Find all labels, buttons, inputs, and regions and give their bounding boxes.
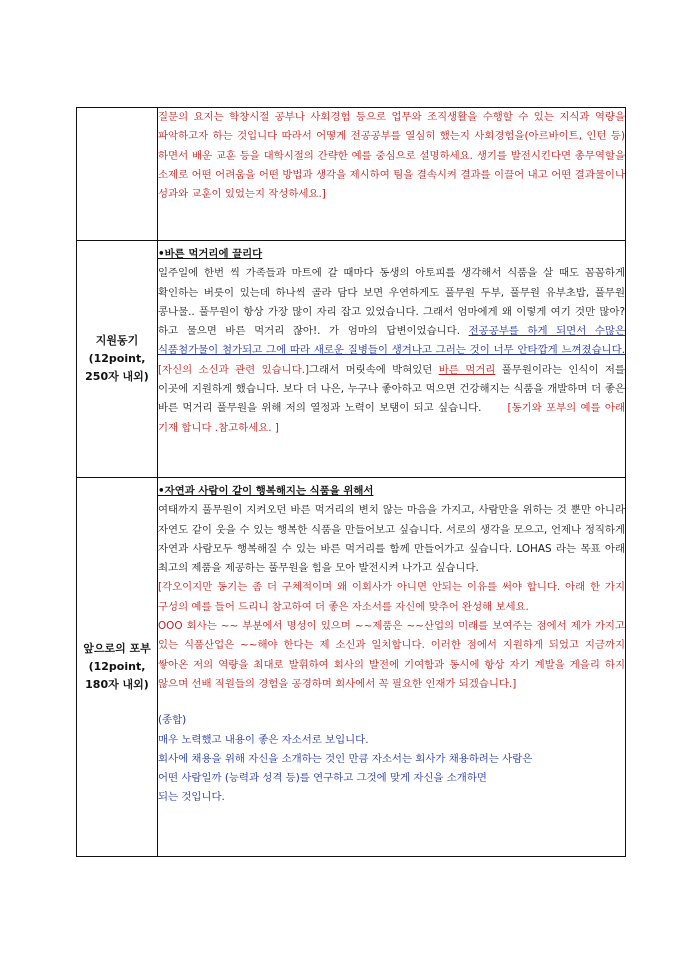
motivation-label-title: 지원동기 [95,334,139,347]
motivation-label-cell [77,241,158,478]
aspiration-row [77,478,626,857]
aspiration-content-cell [158,478,626,857]
motivation-label-point: (12point, [88,352,146,365]
essay-form-table [76,107,626,857]
summary-line-1: 매우 노력했고 내용이 좋은 자소서로 보입니다. [158,733,369,746]
aspiration-note-2: OOO 회사는 ~~ 부분에서 명성이 있으며 ~~제품은 ~~산업의 미래를 보여주는 점에서 제가 가지고 있는 식품산업은 ~~해야 한다는 제 소신과 일치합니다. 이러한 점에서 지원하게 되었고 지금까지 쌓아온 저의 역량을 최대로 발휘하여 회사의 발전에 기여함과 동시에 항상 자기 계발을 게을리 하지 않으며 선배 직원들의 경험을 공경하며 회사에서 꼭 필요한 인재가 되겠습니다.] [158,620,625,690]
motivation-note-1: [자신의 소신과 관련 있습니다.] [158,363,310,376]
aspiration-note-1: [각오이지만 동기는 좀 더 구체적이며 왜 이회사가 아니면 안되는 이유를 써야 합니다. 아래 한 가지 구성의 예를 들어 드리니 참고하여 더 좋은 자소서를 자신에 맞추어 완성해 보세요. [158,581,625,613]
summary-line-4: 되는 것입니다. [158,791,225,804]
motivation-row [77,241,626,478]
motivation-body [158,264,625,438]
aspiration-spacer [158,694,625,711]
guide-text: 질문의 요지는 학창시절 공부나 사회경험 등으로 업무와 조직생활을 수행할 수 있는 지식과 역량을 파악하고자 하는 것입니다 따라서 어떻게 전공공부를 열심히 했는지 사회경험을(아르바이트, 인턴 등) 하면서 배운 교훈 등을 대학시절의 간략한 예를 중심으로 설명하세요. 생기를 발전시킨다면 총무역할을 소제로 어떤 어려움을 어떤 방법과 생각을 제시하여 팀을 결속시켜 결과를 이끌어 내고 어떤 결과물이나 성과와 교훈이 있었는지 작성하세요.] [158,111,625,201]
summary-line-3: 어떤 사람일까 (능력과 성격 등)를 연구하고 그것에 맞게 자신을 소개하면 [158,772,487,785]
aspiration-body: 여태까지 풀무원이 지켜오던 바른 먹거리의 변치 않는 마음을 가지고, 사람만을 위하는 것 뿐만 아니라 자연도 같이 웃을 수 있는 행복한 식품을 만들어보고 싶습니다. 서로의 생각을 모으고, 언제나 정직하게 자연과 사람모두 행복해질 수 있는 바른 먹거리를 함께 만들어가고 싶습니다. LOHAS 라는 목표 아래 최고의 제품을 제공하는 풀무원을 힘을 모아 발전시켜 나가고 싶습니다. [158,504,625,575]
summary-title: (종합) [158,714,187,727]
aspiration-label-point: (12point, [88,660,146,673]
aspiration-heading: •자연과 사람이 같이 행복해지는 식품을 위해서 [158,485,374,497]
aspiration-label-title: 앞으로의 포부 [83,642,151,655]
aspiration-label-length: 180자 내외) [85,678,149,691]
motivation-body-underlined: 전공공부를 하게 되면서 수많은 식품첨가물이 첨가되고 그에 따라 새로운 질병들이 생겨나고 그러는 것이 너무 안타깝게 느껴졌습니다. [158,325,625,357]
motivation-label-length: 250자 내외) [85,370,149,383]
aspiration-label-cell [77,478,158,857]
guide-label-cell [77,108,158,241]
guide-content-cell [158,108,626,241]
guide-row [77,108,626,241]
motivation-body-part2: 그래서 머릿속에 박혀있던 [309,363,439,376]
motivation-body-part1: 일주일에 한번 씩 가족들과 마트에 갈 때마다 동생의 아토피를 생각해서 식품을 살 때도 꼼꼼하게 확인하는 버릇이 있는데 하나씩 골라 담다 보면 우연하게도 풀무원 두부, 풀무원 유부초밥, 풀무원 콩나물.. 풀무원이 항상 가장 많이 자리 잡고 있었습니다. 그래서 엄마에게 왜 이렇게 여기 것만 많아? 하고 물으면 바른 먹거리 잖아!. 가 엄마의 답변이었습니다. [158,267,625,338]
summary-line-2: 회사에 채용을 위해 자신을 소개하는 것인 만큼 자소서는 회사가 채용하려는 사람은 [158,752,533,765]
motivation-body-part3: 풀무원이라는 인식이 저를 이곳에 지원하게 했습니다. 보다 더 나은, 누구나 좋아하고 먹으면 건강해지는 식품을 개발하며 더 좋은 바른 먹거리 풀무원을 위해 저의 열정과 노력이 보탬이 되고 싶습니다. [158,363,625,415]
motivation-note-2: [동기와 포부의 예를 아래 기재 합니다 .참고하세요. ] [158,402,625,434]
motivation-heading: •바른 먹거리에 끌리다 [158,248,263,260]
motivation-body-underlined-2: 바른 먹거리 [438,363,496,376]
motivation-content-cell [158,241,626,478]
